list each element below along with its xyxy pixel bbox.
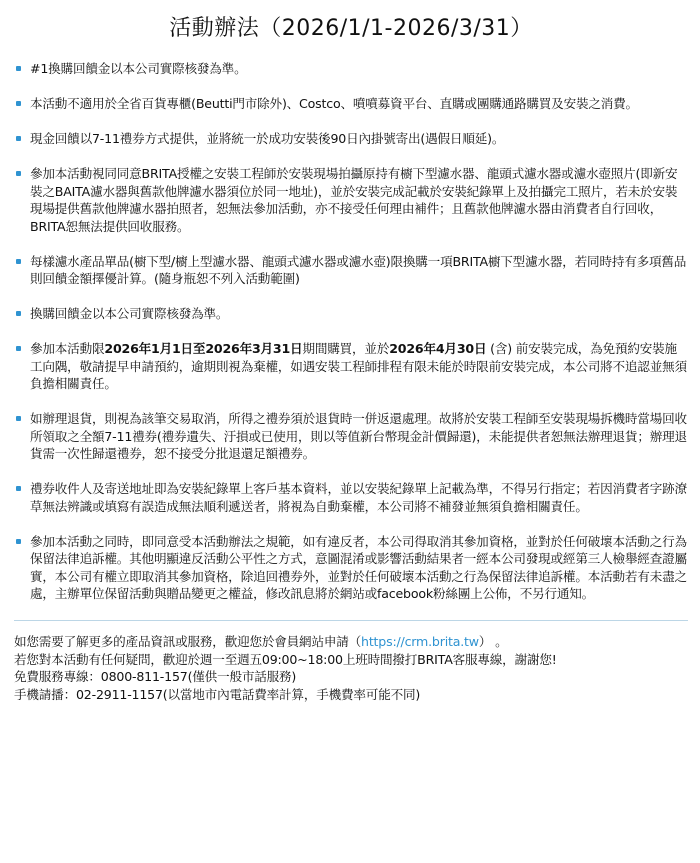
rule-text: 每樣濾水產品單品(櫥下型/櫥上型濾水器、龍頭式濾水器或濾水壺)限換購一項BRITA櫥下型濾水器，若同時持有多項舊品則回饋金額擇優計算。(隨身瓶恕不列入活動範圍) [30, 253, 687, 286]
rule-text: 禮券收件人及寄送地址即為安裝紀錄單上客戶基本資料，並以安裝紀錄單上記載為準，不得另行指定；若因消費者字跡潦草無法辨識或填寫有誤造成無法順利遞送者，將視為自動棄權，本公司將不補發並無須負擔相關責任。 [30, 481, 687, 514]
rule-item [14, 480, 688, 515]
rule-date-range: 2026年1月1日至2026年3月31日 [104, 341, 303, 356]
rule-text: 參加本活動之同時，即同意受本活動辦法之規範，如有違反者，本公司得取消其參加資格，並對於任何破壞本活動之行為保留法律追訴權。其他明顯違反活動公平性之方式，意圖混淆或影響活動結果者一經本公司發現或經第三人檢舉經查證屬實，本公司有權立即取消其參加資格，除追回禮券外，並對於任何破壞本活動之行為保留法律追訴權。本活動若有未盡之處，主辦單位保留活動與贈品變更之權益，修改訊息將於網站或facebook粉絲團上公佈，不另行通知。 [30, 533, 687, 601]
rule-text-part: 期間購買，並於 [302, 341, 390, 356]
rule-item [14, 95, 688, 113]
bullet-icon [16, 259, 21, 264]
rule-text-part: 參加本活動限 [30, 341, 105, 356]
rule-text: 現金回饋以7-11禮券方式提供，並將統一於成功安裝後90日內掛號寄出(遇假日順延)。 [30, 131, 505, 146]
rules-list [14, 60, 688, 603]
rule-text: 如辦理退貨，則視為該筆交易取消，所得之禮券須於退貨時一併返還處理。故將於安裝工程師至安裝現場拆機時當場回收所領取之全額7-11禮券(禮券遺失、汙損或已使用，則以等值新台幣現金計價歸還)，未能提供者恕無法辦理退貨；辦理退貨需一次性歸還禮券，恕不接受分批退還足額禮券。 [30, 411, 687, 461]
footer-website-line [14, 633, 688, 651]
rule-item [14, 305, 688, 323]
rule-text: #1換購回饋金以本公司實際核發為準。 [30, 61, 247, 76]
bullet-icon [16, 66, 21, 71]
contact-footer [14, 633, 688, 703]
footer-hotline: 免費服務專線：0800-811-157(僅供一般市話服務) [14, 669, 297, 684]
rule-deadline-date: 2026年4月30日 [389, 341, 487, 356]
crm-website-link[interactable]: https://crm.brita.tw [361, 634, 479, 649]
footer-text: ） 。 [478, 634, 508, 649]
bullet-icon [16, 346, 21, 351]
rule-item [14, 130, 688, 148]
bullet-icon [16, 486, 21, 491]
footer-text: 如您需要了解更多的產品資訊或服務，歡迎您於會員網站申請（ [14, 634, 362, 649]
section-divider [14, 620, 688, 621]
rule-text: 本活動不適用於全省百貨專櫃(Beutti門市除外)、Costco、噴噴募資平台、直購或團購通路購買及安裝之消費。 [30, 96, 638, 111]
rule-item [14, 253, 688, 288]
footer-inquiry-line: 若您對本活動有任何疑問，歡迎於週一至週五09:00~18:00上班時間撥打BRITA客服專線，謝謝您! [14, 651, 557, 667]
rule-text: 參加本活動視同同意BRITA授權之安裝工程師於安裝現場拍攝原持有櫥下型濾水器、龍頭式濾水器或濾水壺照片(即新安裝之BAITA濾水器與舊款他牌濾水器須位於同一地址)，並於安裝完成記載於安裝紀錄單上及拍攝完工照片，若未於安裝現場提供舊款他牌濾水器拍照者，恕無法參加活動，亦不接受任何理由補件；且舊款他牌濾水器由消費者自行回收，BRITA恕無法提供回收服務。 [30, 166, 678, 234]
footer-mobile-line: 手機請播：02-2911-1157(以當地市內電話費率計算，手機費率可能不同) [14, 686, 421, 702]
rule-item [14, 60, 688, 78]
page-title: 活動辦法（2026/1/1-2026/3/31） [169, 16, 533, 41]
rule-text-part: (含) 前安裝完成，為免預約安裝施工向隅，敬請提早申請預約，逾期則視為棄權，如遇安裝工程師排程有限未能於時限前安裝完成，本公司將不追認並無須負擔相關責任。 [30, 341, 687, 391]
bullet-icon [16, 136, 21, 141]
rule-text: 換購回饋金以本公司實際核發為準。 [30, 306, 229, 321]
bullet-icon [16, 311, 21, 316]
bullet-icon [16, 101, 21, 106]
bullet-icon [16, 171, 21, 176]
rule-item [14, 340, 688, 393]
bullet-icon [16, 539, 21, 544]
rule-item [14, 165, 688, 235]
rule-item [14, 410, 688, 463]
rule-item [14, 533, 688, 603]
bullet-icon [16, 416, 21, 421]
